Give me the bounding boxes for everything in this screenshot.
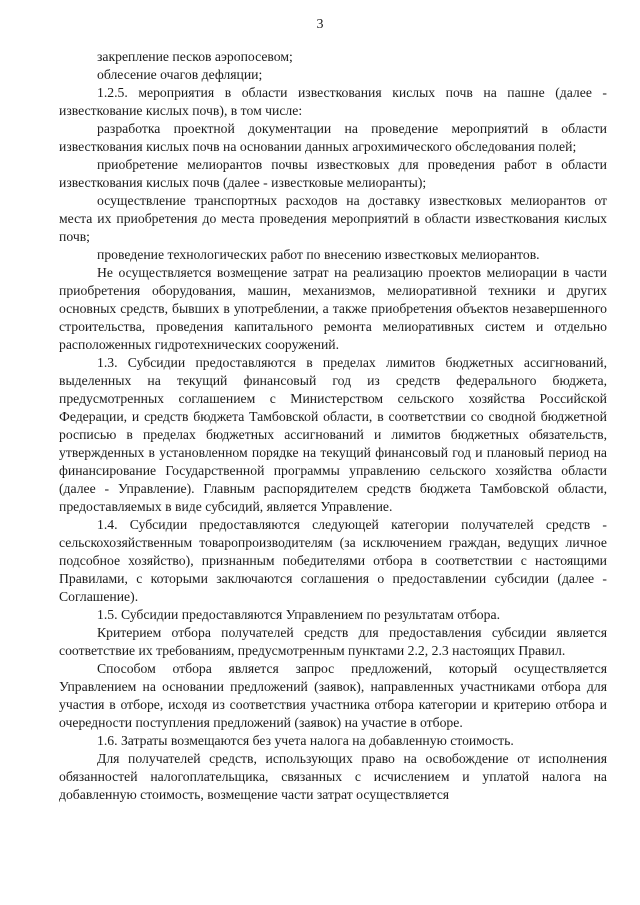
page-number: 3 — [316, 17, 324, 32]
document-body — [59, 48, 607, 804]
paragraph: 1.4. Субсидии предоставляются следующей категории получателей средств - сельскохозяйственным товаропроизводителям (за исключением граждан, ведущих личное подсобное хозяйство), признанным победителями отбора в соответствии с настоящими Правилами, с которыми заключаются соглашения о предоставлении субсидии (далее - Соглашение). — [59, 517, 607, 604]
paragraph: Для получателей средств, использующих право на освобождение от исполнения обязанностей налогоплательщика, связанных с исчислением и уплатой налога на добавленную стоимость, возмещение части затрат осуществляется — [59, 751, 607, 802]
paragraph: Не осуществляется возмещение затрат на реализацию проектов мелиорации в части приобретения оборудования, машин, механизмов, мелиоративной техники и других основных средств, бывших в употреблении, а также приобретения объектов незавершенного строительства, проведения капитального ремонта мелиоративных систем и отдельно расположенных гидротехнических сооружений. — [59, 265, 607, 352]
paragraph: проведение технологических работ по внесению известковых мелиорантов. — [97, 247, 540, 262]
paragraph: приобретение мелиорантов почвы известковых для проведения работ в области известкования кислых почв (далее - известковые мелиоранты); — [59, 157, 607, 190]
paragraph: 1.3. Субсидии предоставляются в пределах лимитов бюджетных ассигнований, выделенных на текущий финансовый год из средств федерального бюджета, предусмотренных соглашением с Министерством сельского хозяйства Российской Федерации, и средств бюджета Тамбовской области, в соответствии со сводной бюджетной росписью в пределах бюджетных ассигнований и лимитов бюджетных обязательств, утвержденных в установленном порядке на текущий финансовый год и плановый период на финансирование Государственной программы управлению сельского хозяйства области (далее - Управление). Главным распорядителем средств бюджета Тамбовской области, предоставляемых в виде субсидий, является Управление. — [59, 355, 607, 514]
paragraph: осуществление транспортных расходов на доставку известковых мелиорантов от места их приобретения до места проведения мероприятий в области известкования кислых почв; — [59, 193, 607, 244]
paragraph: закрепление песков аэропосевом; — [97, 49, 293, 64]
paragraph: Способом отбора является запрос предложений, который осуществляется Управлением на основании предложений (заявок), направленных участниками отбора для участия в отборе, исходя из соответствия участника отбора категории и критерию отбора и очередности поступления предложений (заявок) на участие в отборе. — [59, 661, 607, 730]
paragraph: 1.5. Субсидии предоставляются Управлением по результатам отбора. — [97, 607, 500, 622]
paragraph: Критерием отбора получателей средств для предоставления субсидии является соответствие их требованиям, предусмотренным пунктами 2.2, 2.3 настоящих Правил. — [59, 625, 607, 658]
paragraph: 1.6. Затраты возмещаются без учета налога на добавленную стоимость. — [97, 733, 514, 748]
paragraph: разработка проектной документации на проведение мероприятий в области известкования кислых почв на основании данных агрохимического обследования полей; — [59, 121, 607, 154]
paragraph: облесение очагов дефляции; — [97, 67, 263, 82]
paragraph: 1.2.5. мероприятия в области известкования кислых почв на пашне (далее - известкование кислых почв), в том числе: — [59, 85, 607, 118]
